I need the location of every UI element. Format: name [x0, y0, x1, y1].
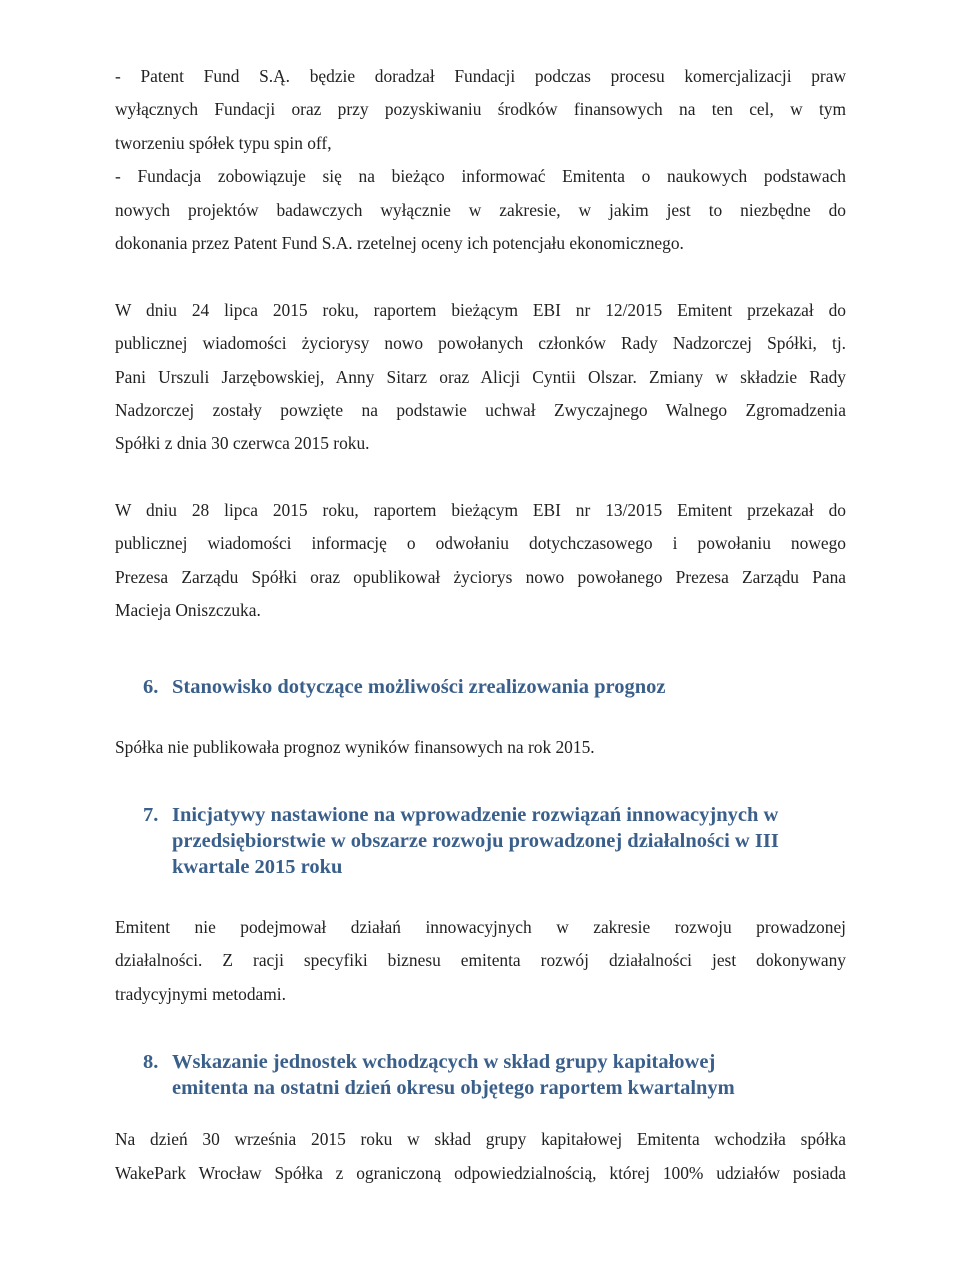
paragraph-ebi-13-2015 [115, 494, 846, 628]
section-title-line: Inicjatywy nastawione na wprowadzenie rozwiązań innowacyjnych w [172, 804, 779, 827]
text-line: Spółka nie publikowała prognoz wyników finansowych na rok 2015. [115, 736, 595, 757]
text-line: działalności. Z racji specyfiki biznesu emitenta rozwój działalności jest dokonywany [115, 950, 846, 971]
text-line: tworzeniu spółek typu spin off, [115, 132, 332, 153]
section-title-line: przedsiębiorstwie w obszarze rozwoju prowadzonej działalności w III [172, 830, 779, 853]
section-6-heading [115, 674, 846, 700]
text-line: Macieja Oniszczuka. [115, 600, 261, 621]
text-line: Nadzorczej zostały powzięte na podstawie uchwał Zwyczajnego Walnego Zgromadzenia [115, 399, 846, 420]
text-line: dokonania przez Patent Fund S.A. rzetelnej oceny ich potencjału ekonomicznego. [115, 232, 684, 253]
section-number: 8. [143, 1051, 159, 1074]
paragraph-ebi-12-2015 [115, 294, 846, 461]
text-line: publicznej wiadomości informację o odwołaniu dotychczasowego i powołaniu nowego [115, 533, 846, 554]
section-title-line: kwartale 2015 roku [172, 856, 343, 879]
section-7-body [115, 911, 846, 1011]
text-line: Emitent nie podejmował działań innowacyjnych w zakresie rozwoju prowadzonej [115, 917, 846, 938]
text-line: W dniu 28 lipca 2015 roku, raportem bieżącym EBI nr 13/2015 Emitent przekazał do [115, 500, 846, 521]
text-line: WakePark Wrocław Spółka z ograniczoną odpowiedzialnością, której 100% udziałów posiada [115, 1162, 846, 1183]
section-number: 7. [143, 804, 159, 827]
text-line: Spółki z dnia 30 czerwca 2015 roku. [115, 433, 370, 454]
text-line: Prezesa Zarządu Spółki oraz opublikował życiorys nowo powołanego Prezesa Zarządu Pana [115, 566, 846, 587]
text-line: tradycyjnymi metodami. [115, 983, 286, 1004]
section-title-line: emitenta na ostatni dzień okresu objętego raportem kwartalnym [172, 1077, 735, 1100]
document-page [115, 60, 846, 1190]
text-line: - Patent Fund S.Ą. będzie doradzał Fundacji podczas procesu komercjalizacji praw [115, 66, 846, 86]
section-6-body [115, 731, 846, 764]
paragraph-patent-fund [115, 60, 846, 260]
section-8-body [115, 1123, 846, 1190]
text-line: - Fundacja zobowiązuje się na bieżąco informować Emitenta o naukowych podstawach [115, 166, 846, 187]
text-line: W dniu 24 lipca 2015 roku, raportem bieżącym EBI nr 12/2015 Emitent przekazał do [115, 299, 846, 320]
text-line: Pani Urszuli Jarzębowskiej, Anny Sitarz oraz Alicji Cyntii Olszar. Zmiany w składzie Rady [115, 366, 846, 387]
text-line: publicznej wiadomości życiorysy nowo powołanych członków Rady Nadzorczej Spółki, tj. [115, 333, 846, 354]
section-title-line: Stanowisko dotyczące możliwości zrealizowania prognoz [172, 675, 666, 698]
text-line: Na dzień 30 września 2015 roku w skład grupy kapitałowej Emitenta wchodziła spółka [115, 1129, 846, 1150]
section-8-heading [115, 1049, 846, 1101]
section-number: 6. [143, 675, 159, 698]
text-line: wyłącznych Fundacji oraz przy pozyskiwaniu środków finansowych na ten cel, w tym [115, 99, 846, 120]
text-line: nowych projektów badawczych wyłącznie w zakresie, w jakim jest to niezbędne do [115, 199, 846, 220]
section-title-line: Wskazanie jednostek wchodzących w skład grupy kapitałowej [172, 1051, 716, 1074]
section-7-heading [115, 802, 846, 880]
